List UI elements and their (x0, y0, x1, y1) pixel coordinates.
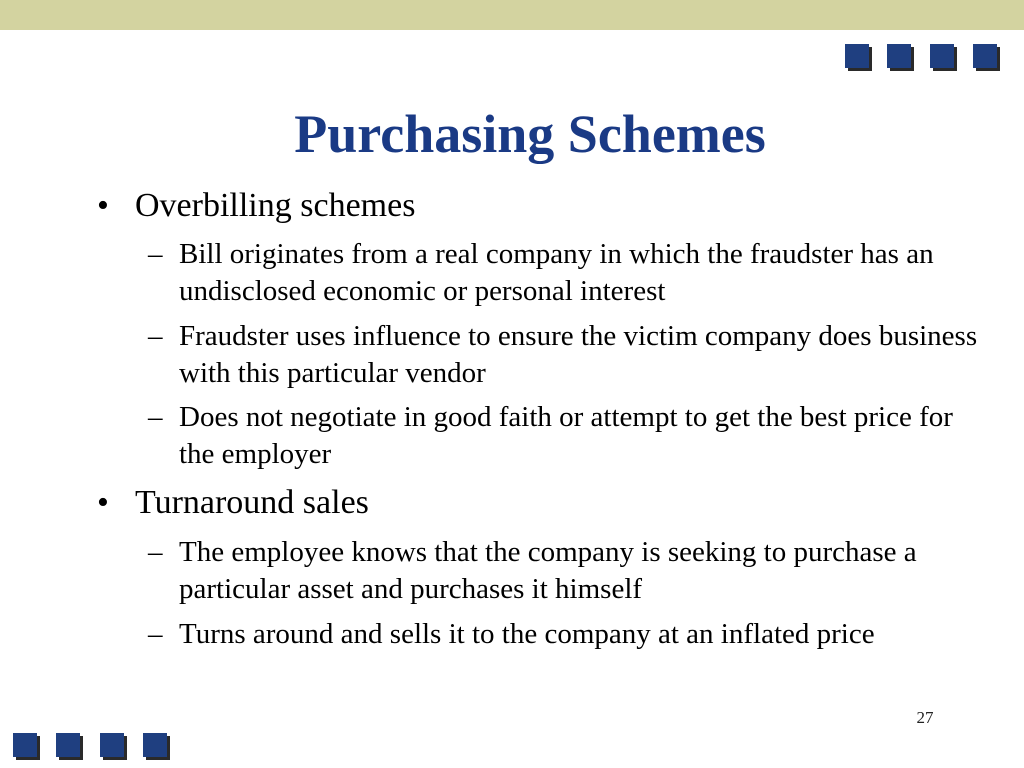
sub-item-text: Fraudster uses influence to ensure the victim company does business with this particular vendor (179, 320, 978, 389)
bullet-text: Overbilling schemes (135, 187, 416, 224)
sub-item-text: Does not negotiate in good faith or attempt to get the best price for the employer (179, 401, 953, 470)
sub-item-marker: – (148, 618, 163, 650)
sub-item (148, 534, 978, 608)
sub-item (148, 616, 978, 653)
bullet-marker: • (97, 187, 109, 224)
bullet-marker: • (97, 484, 109, 521)
bullet-text: Turnaround sales (135, 484, 369, 521)
sub-item-text: The employee knows that the company is seeking to purchase a particular asset and purchases it himself (179, 536, 917, 605)
slide-title: Purchasing Schemes (294, 104, 766, 164)
page-number: 27 (916, 708, 934, 727)
sub-item-marker: – (148, 401, 163, 433)
square-icon (56, 733, 80, 757)
sub-item-marker: – (148, 320, 163, 352)
sub-item (148, 399, 978, 473)
sub-item-text: Bill originates from a real company in which the fraudster has an undisclosed economic or personal interest (179, 238, 934, 307)
square-icon (100, 733, 124, 757)
sub-item-text: Turns around and sells it to the company at an inflated price (179, 618, 875, 650)
square-icon (13, 733, 37, 757)
square-icon (143, 733, 167, 757)
sub-item (148, 236, 978, 310)
sub-item-marker: – (148, 536, 163, 568)
sub-item-marker: – (148, 238, 163, 270)
sub-item (148, 318, 978, 392)
